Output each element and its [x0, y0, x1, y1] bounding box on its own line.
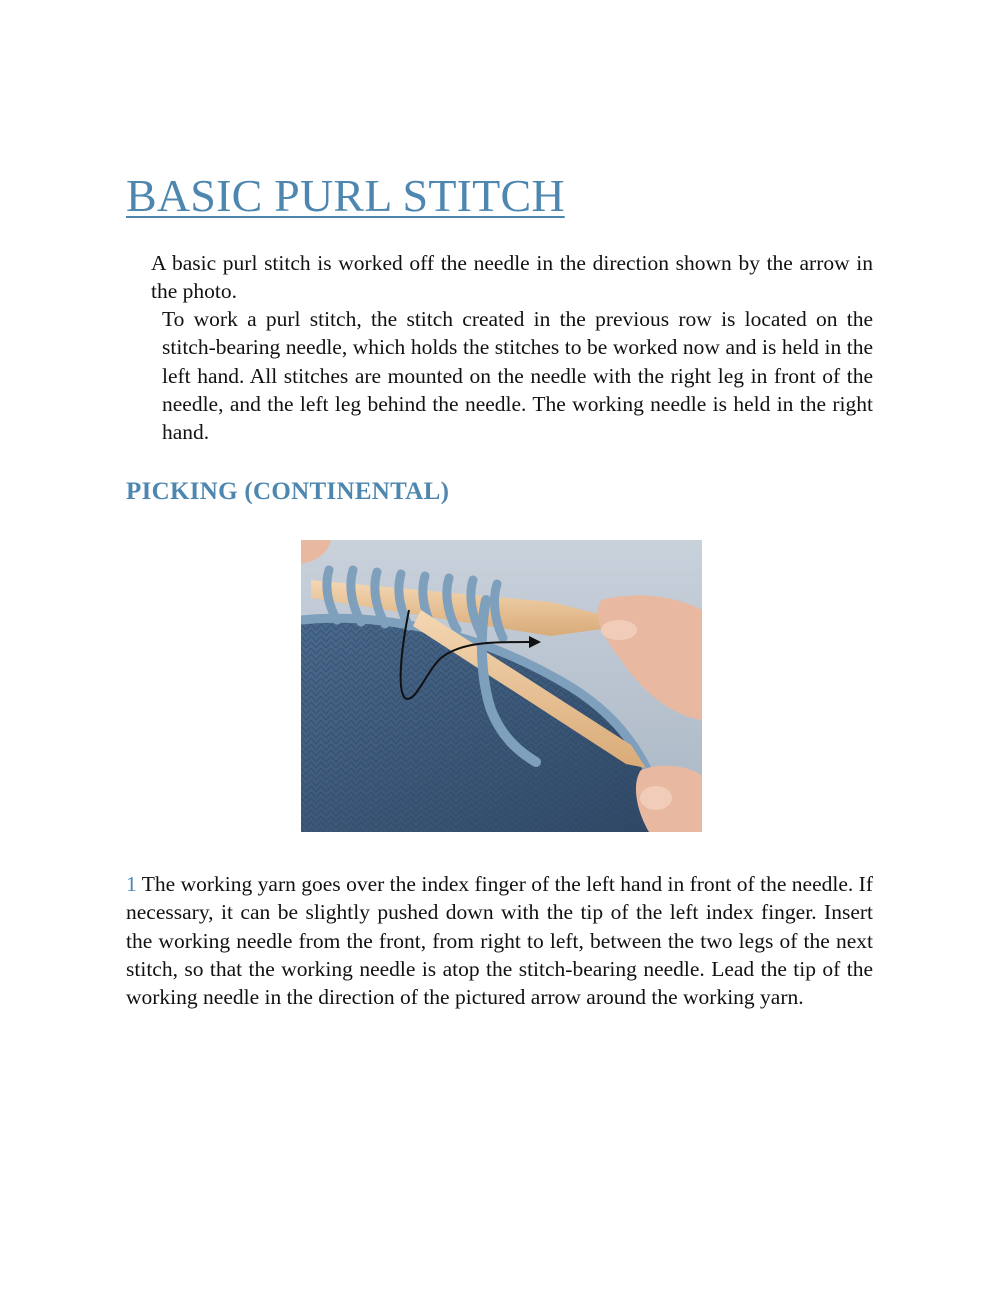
- page-title: BASIC PURL STITCH: [126, 170, 565, 221]
- intro-paragraph-2: To work a purl stitch, the stitch created in the previous row is located on the stitch-bearing needle, which holds the stitches to be worked now and is held in the left hand. All stitches are mounted on the needle with the right leg in front of the needle, and the left leg behind the needle. The working needle is held in the right hand.: [162, 307, 873, 445]
- step-1-paragraph: [126, 870, 873, 1011]
- photo-illustration: [301, 540, 702, 832]
- step-1-text: The working yarn goes over the index finger of the left hand in front of the needle. If necessary, it can be slightly pushed down with the tip of the left index finger. Insert the working needle from the front, from right to left, between the two legs of the next stitch, so that the working needle is atop the stitch-bearing needle. Lead the tip of the working needle in the direction of the pictured arrow around the working yarn.: [126, 872, 873, 1010]
- section-heading: PICKING (CONTINENTAL): [126, 478, 450, 505]
- fingernail: [601, 620, 637, 640]
- intro-paragraph-1: A basic purl stitch is worked off the needle in the direction shown by the arrow in the photo.: [151, 251, 873, 304]
- thumbnail: [640, 786, 672, 810]
- step-number: 1: [126, 872, 137, 896]
- knitting-purl-stitch-photo: [301, 540, 702, 832]
